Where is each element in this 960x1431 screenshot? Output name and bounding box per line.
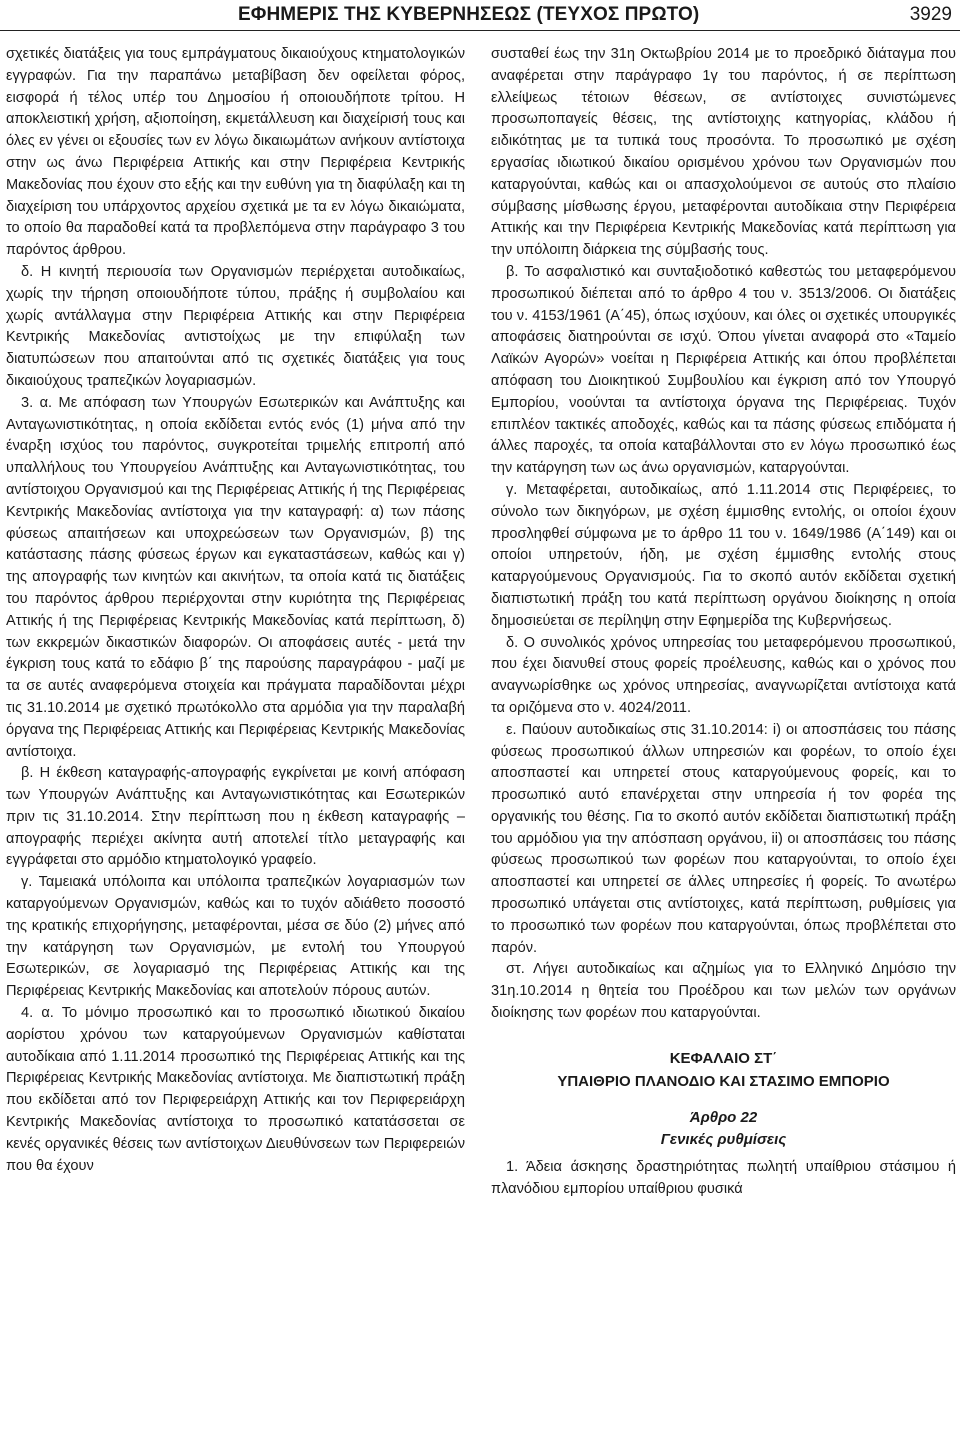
left-column	[6, 44, 465, 1177]
header-divider	[0, 30, 960, 31]
paragraph: 1. Άδεια άσκησης δραστηριότητας πωλητή υπαίθριου στάσιμου ή πλανόδιου εμπορίου υπαίθριου φυσικά	[491, 1158, 956, 1197]
paragraph: β. Το ασφαλιστικό και συνταξιοδοτικό καθεστώς του μεταφερόμενου προσωπικού διέπεται από το άρθρο 4 του ν. 3513/2006. Οι διατάξεις του ν. 4153/1961 (Α΄45), όπως ισχύουν, και όλες οι σχετικές υπουργικές αποφάσεις διατηρούνται σε ισχύ. Όπου γίνεται αναφορά στο «Ταμείο Λαϊκών Αγορών» νοείται η Περιφέρεια Αττικής και όπου προβλέπεται απόφαση του Διοικητικού Συμβουλίου και έγκριση από τον Υπουργό Εμπορίου, νοούνται τα αντίστοιχα όργανα της Περιφέρειας. Τυχόν επιπλέον τακτικές αποδοχές, καθώς και τα πάσης φύσεως επιδόματα ή άλλες παροχές, τα οποία καταβάλλονται στο εν λόγω προσωπικό έως την κατάργηση των ως άνω οργανισμών, καταργούνται.	[491, 263, 956, 477]
gazette-title: ΕΦΗΜΕΡΙΣ ΤΗΣ ΚΥΒΕΡΝΗΣΕΩΣ (ΤΕΥΧΟΣ ΠΡΩΤΟ)	[238, 4, 700, 25]
paragraph: 3. α. Με απόφαση των Υπουργών Εσωτερικών και Ανάπτυξης και Ανταγωνιστικότητας, η οποία εκδίδεται εντός ενός (1) μήνα από την έναρξη ισχύος του παρόντος, συγκροτείται τριμελής επιτροπή από υπαλλήλους του Υπουργείου Ανάπτυξης και Ανταγωνιστικότητας, του αντίστοιχου Οργανισμού και της Περιφέρειας Αττικής ή της Περιφέρειας Κεντρικής Μακεδονίας αντίστοιχα για την καταγραφή: α) των πάσης φύσεως απαιτήσεων και υποχρεώσεων των Οργανισμών, β) της κατάστασης πάσης φύσεως έργων και εγκαταστάσεων, καθώς και γ) της απογραφής των κινητών και ακινήτων, τα οποία κατά τις διατάξεις του παρόντος άρθρου περιέρχονται στην κυριότητα της Περιφέρειας Αττικής ή της Περιφέρειας Κεντρικής Μακεδονίας κατά περίπτωση, δ) των εκκρεμών δικαστικών διαφορών. Οι αποφάσεις αυτές - μετά την έγκριση τους κατά το εδάφιο β΄ της παρούσης παραγράφου - μαζί με τα σε αυτές αναφερόμενα στοιχεία και πράγματα παραδίδονται μέχρι τις 31.10.2014 με σχετικό πρωτόκολλο στα αρμόδια για την παραλαβή όργανα της Περιφέρειας Αττικής και Περιφέρειας Κεντρικής Μακεδονίας αντίστοιχα.	[6, 394, 465, 760]
paragraph: γ. Μεταφέρεται, αυτοδικαίως, από 1.11.2014 στις Περιφέρειες, το σύνολο των δικηγόρων, με σχέση έμμισθης εντολής, οι οποίοι έχουν προσληφθεί σύμφωνα με το άρθρο 11 του ν. 1649/1986 (Α΄149) και οι οποίοι υπηρετούν, ήδη, με σχέση έμμισθης εντολής στους καταργούμενους Οργανισμούς. Για το σκοπό αυτόν εκδίδεται σχετική διαπιστωτική πράξη του κατά περίπτωση οργάνου διοίκησης η οποία δημοσιεύεται σε περίληψη στην Εφημερίδα της Κυβερνήσεως.	[491, 481, 956, 629]
page-number: 3929	[909, 4, 952, 25]
article-heading	[491, 1107, 956, 1151]
right-column	[491, 44, 956, 1200]
paragraph: σχετικές διατάξεις για τους εμπράγματους δικαιούχους κτηματολογικών εγγραφών. Για την παραπάνω μεταβίβαση δεν οφείλεται φόρος, εισφορά ή τέλος υπέρ του Δημοσίου ή οποιουδήποτε τρίτου. Η αποκλειστική χρήση, αξιοποίηση, εκμετάλλευση και διαχείρισή τους και όλες εν γένει οι εξουσίες των εν λόγω δικαιωμάτων ανήκουν αντίστοιχα στην ως άνω Περιφέρεια Αττικής και στην Περιφέρεια Κεντρικής Μακεδονίας που έχουν στο εξής και την ευθύνη για τη διαφύλαξη και τη διαχείριση του υπάρχοντος αρχείου σχετικά με τα εν λόγω δικαιώματα, το οποίο θα παραδοθεί κατά τα προβλεπόμενα στην παράγραφο 3 του παρόντος άρθρου.	[6, 46, 465, 259]
paragraph: στ. Λήγει αυτοδικαίως και αζημίως για το Ελληνικό Δημόσιο την 31η.10.2014 η θητεία του Προέδρου και των μελών των οργάνων διοίκησης των φορέων που καταργούνται.	[491, 961, 956, 1022]
article-title: Γενικές ρυθμίσεις	[660, 1130, 787, 1148]
paragraph: συσταθεί έως την 31η Οκτωβρίου 2014 με το προεδρικό διάταγμα που αναφέρεται στην παράγραφο 1γ του παρόντος, ή σε περίπτωση ελλείψεως τέτοιων θέσεων, σε αντίστοιχες συνιστώμενες προσωποπαγείς θέσεις, της αντίστοιχης κατηγορίας, κλάδου ή ειδικότητας με τα τυπικά τους προσόντα. Το προσωπικό με σχέση εργασίας ιδιωτικού δικαίου ορισμένου χρόνου των Οργανισμών που καταργούνται, καθώς και οι απασχολούμενοι σε αυτούς στο πλαίσιο σύμβασης μίσθωσης έργου, μεταφέρονται αυτοδίκαια στην Περιφέρεια Αττικής και την Περιφέρεια Κεντρικής Μακεδονίας κατά περίπτωση για την υπόλοιπη διάρκεια της σύμβασής τους.	[491, 46, 956, 259]
article-number: Άρθρο 22	[689, 1108, 758, 1126]
chapter-heading	[491, 1047, 956, 1093]
chapter-title: ΥΠΑΙΘΡΙΟ ΠΛΑΝΟΔΙΟ ΚΑΙ ΣΤΑΣΙΜΟ ΕΜΠΟΡΙΟ	[557, 1072, 890, 1090]
paragraph: δ. Η κινητή περιουσία των Οργανισμών περιέρχεται αυτοδικαίως, χωρίς την τήρηση οποιουδήποτε τύπου, πράξης ή συμβολαίου και χωρίς αντάλλαγμα στην Περιφέρεια Αττικής και στην Περιφέρεια Κεντρικής Μακεδονίας αντιστοίχως με την επιφύλαξη των διατυπώσεων που απαιτούνται από τις σχετικές διατάξεις για τους δικαιούχους τραπεζικών λογαριασμών.	[6, 263, 465, 389]
chapter-label: ΚΕΦΑΛΑΙΟ ΣΤ΄	[669, 1049, 778, 1067]
paragraph: ε. Παύουν αυτοδικαίως στις 31.10.2014: i) οι αποσπάσεις του πάσης φύσεως προσωπικού άλλων υπηρεσιών και φορέων, το οποίο έχει αποσπαστεί και υπηρετεί στους καταργούμενους φορείς, και το προσωπικό αυτό επανέρχεται στην υπηρεσία ή τον φορέα της οργανικής του θέσης. Για το σκοπό αυτόν εκδίδεται διαπιστωτική πράξη του αρμόδιου για την απόσπαση οργάνου, ii) οι αποσπάσεις του πάσης φύσεως προσωπικού των φορέων που καταργούνται, το οποίο έχει αποσπαστεί και υπηρετεί σε άλλες υπηρεσίες ή φορείς. Το ανωτέρω προσωπικό υπάγεται στις αντίστοιχες, κατά περίπτωση, ρυθμίσεις για το προσωπικό των φορέων που καταργούνται, όπως προβλέπεται στο παρόν.	[491, 721, 956, 956]
paragraph: β. Η έκθεση καταγραφής-απογραφής εγκρίνεται με κοινή απόφαση των Υπουργών Ανάπτυξης και Ανταγωνιστικότητας και Εσωτερικών πριν τις 31.10.2014. Στην περίπτωση που η έκθεση καταγραφής – απογραφής περιέχει ακίνητα αυτή αποτελεί τίτλο μεταγραφής και εγγράφεται στο αρμόδιο κτηματολογικό γραφείο.	[6, 765, 465, 869]
paragraph: γ. Ταμειακά υπόλοιπα και υπόλοιπα τραπεζικών λογαριασμών των καταργούμενων Οργανισμών, καθώς και το τυχόν αδιάθετο ποσοστό της κρατικής επιχορήγησης, μεταφέρονται, μέσα σε δύο (2) μήνες από την κατάργηση των Οργανισμών, με εντολή του Υπουργού Εσωτερικών, σε λογαριασμό της Περιφέρειας Αττικής και της Περιφέρειας Κεντρικής Μακεδονίας και αποτελούν πόρους αυτών.	[6, 874, 465, 1000]
paragraph: 4. α. Το μόνιμο προσωπικό και το προσωπικό ιδιωτικού δικαίου αορίστου χρόνου των καταργούμενων Οργανισμών καθίσταται αυτοδίκαια από 1.11.2014 προσωπικό της Περιφέρειας Αττικής και της Περιφέρειας Κεντρικής Μακεδονίας αντίστοιχα. Με διαπιστωτική πράξη που εκδίδεται από τον Περιφερειάρχη Αττικής και τον Περιφερειάρχη Κεντρικής Μακεδονίας αντίστοιχα το προσωπικό κατατάσσεται σε κενές οργανικές θέσεις των αντίστοιχων Διευθύνσεων των Περιφερειών που θα έχουν	[6, 1005, 465, 1174]
paragraph: δ. Ο συνολικός χρόνος υπηρεσίας του μεταφερόμενου προσωπικού, που έχει διανυθεί στους φορείς προέλευσης, καθώς και ο χρόνος που αναγνωρίσθηκε ως χρόνος υπηρεσίας, αναγνωρίζεται αντίστοιχα κατά τα οριζόμενα στο ν. 4024/2011.	[491, 634, 956, 716]
page-header	[0, 0, 960, 30]
